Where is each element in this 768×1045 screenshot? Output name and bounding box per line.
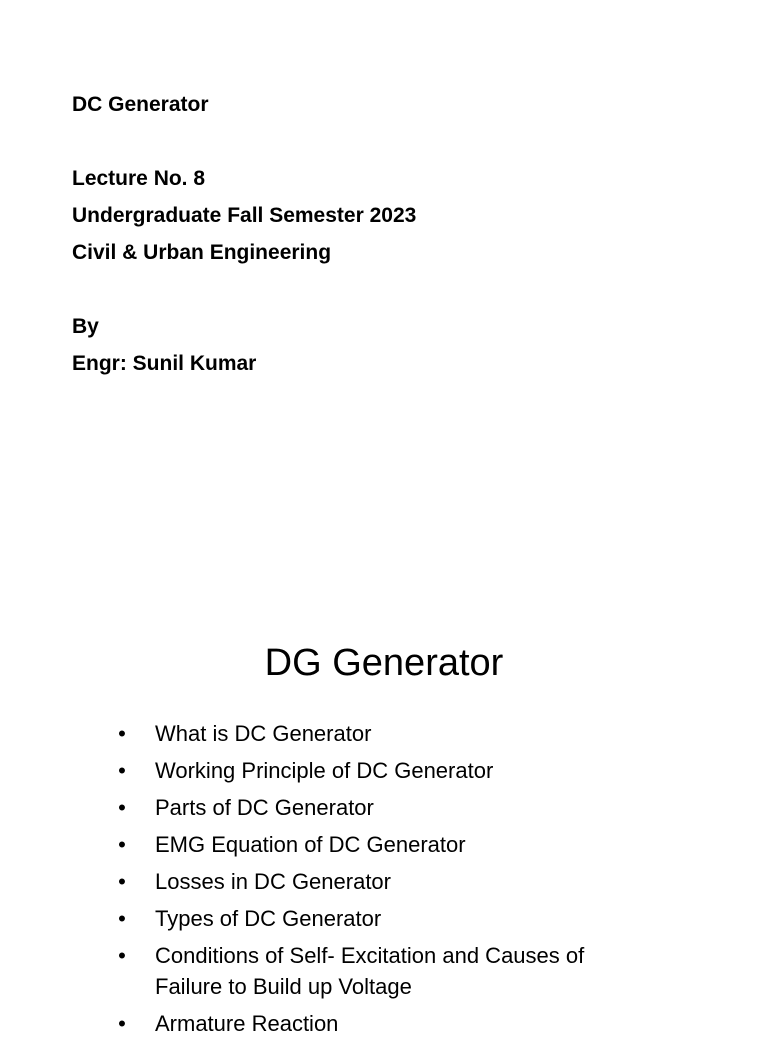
lecture-number: Lecture No. 8 [72,167,206,190]
outline-title: DG Generator [264,642,504,684]
outline-list [115,718,635,1045]
bullet-icon: • [118,832,126,857]
department-label: Civil & Urban Engineering [72,241,332,264]
cover-slide [72,86,692,382]
author-name: Engr: Sunil Kumar [72,352,257,375]
by-label: By [72,315,99,338]
list-item [115,755,635,786]
bullet-icon: • [118,795,126,820]
list-item-text: Types of DC Generator [155,906,382,931]
list-item-text: Conditions of Self- Excitation and Causes of Failure to Build up Voltage [155,943,585,999]
list-item-text: Working Principle of DC Generator [155,758,494,783]
list-item [115,903,635,934]
list-item-text: Armature Reaction [155,1011,339,1036]
spacer [72,271,692,308]
list-item [115,866,635,897]
list-item [115,940,635,1002]
list-item [115,829,635,860]
list-item-text: What is DC Generator [155,721,372,746]
list-item-text: Parts of DC Generator [155,795,374,820]
bullet-icon: • [118,906,126,931]
bullet-icon: • [118,869,126,894]
cover-title: DC Generator [72,93,209,116]
semester-label: Undergraduate Fall Semester 2023 [72,204,417,227]
list-item-text: Losses in DC Generator [155,869,391,894]
bullet-icon: • [118,1011,126,1036]
bullet-icon: • [118,943,126,968]
list-item [115,792,635,823]
list-item [115,718,635,749]
spacer [72,123,692,160]
bullet-icon: • [118,758,126,783]
list-item-text: EMG Equation of DC Generator [155,832,466,857]
bullet-icon: • [118,721,126,746]
